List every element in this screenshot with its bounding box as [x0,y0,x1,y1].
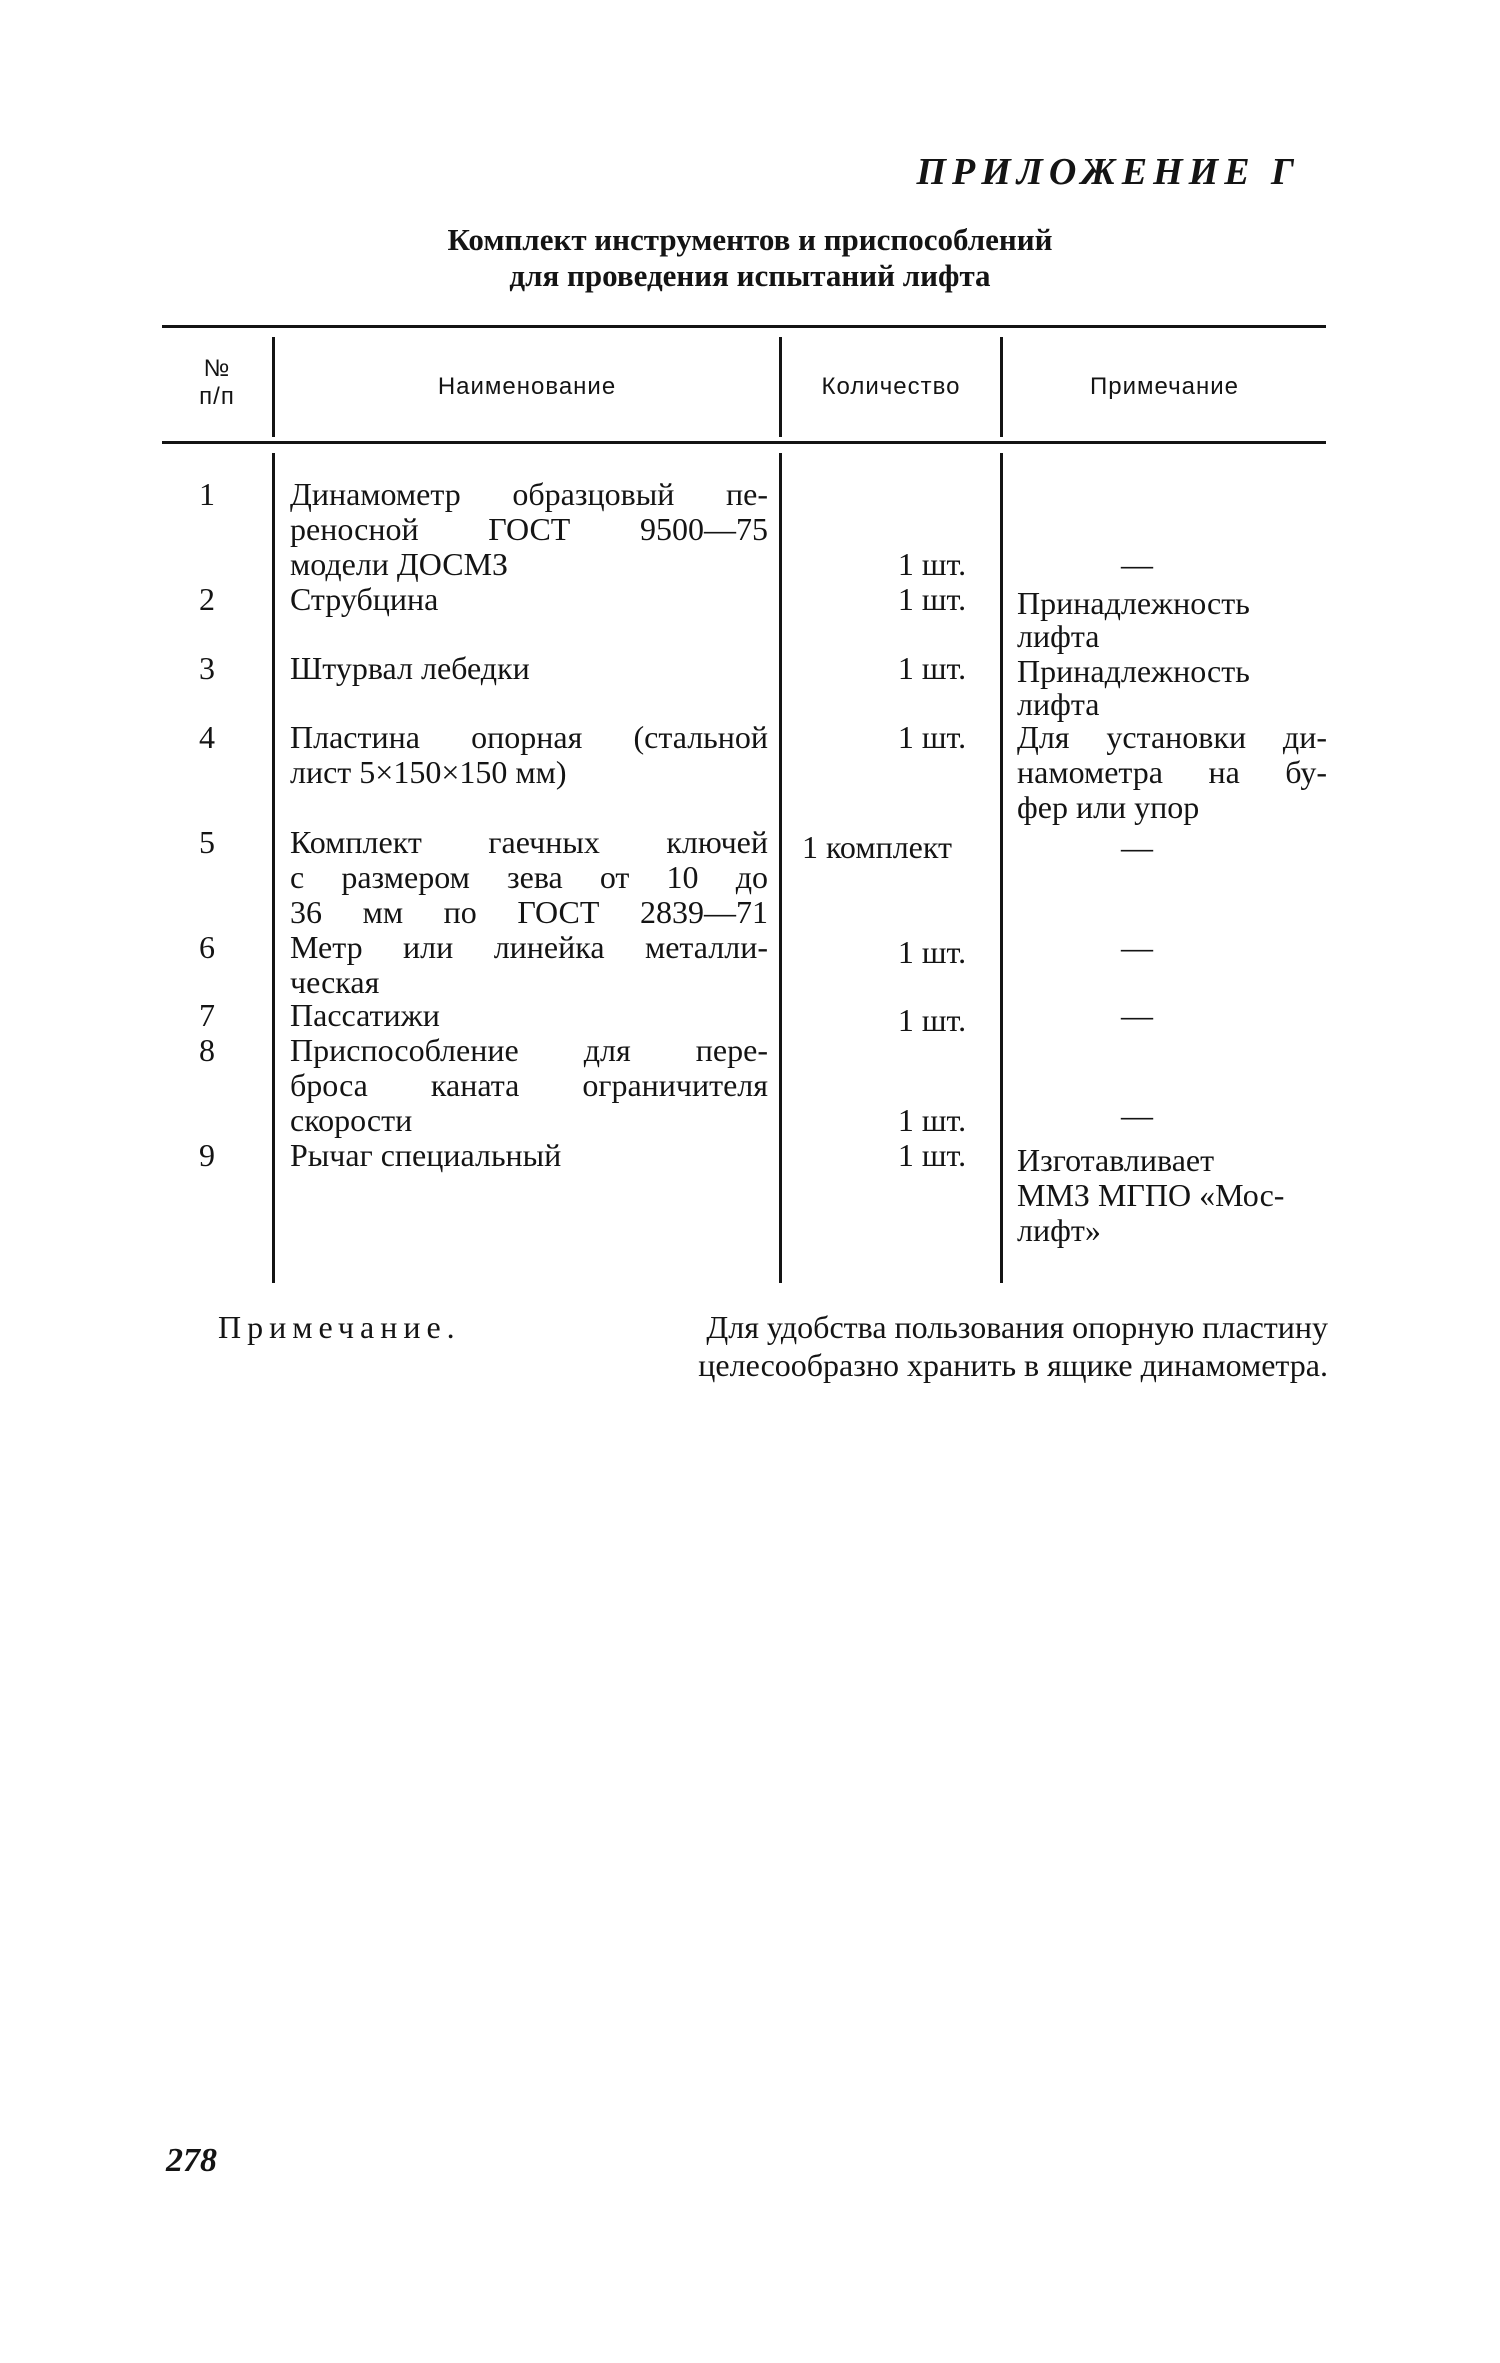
word: до [735,859,768,895]
table-title [0,222,1500,294]
row-note: — [1121,546,1153,582]
word: ГОСТ [488,511,571,547]
word: Приспособление [290,1032,519,1068]
header-num [162,355,272,411]
word: ограничителя [582,1067,768,1103]
row-number: 3 [199,650,215,686]
header-num-line2: п/п [199,383,235,410]
name-line [290,825,768,860]
row-number: 2 [199,581,215,617]
row-name: Штурвал лебедки [290,650,530,686]
footnote-line1: Для удобства пользования опорную пластину [706,1309,1328,1345]
row-note: — [1121,1097,1153,1133]
row-note [1017,655,1317,721]
word: гаечных [488,824,600,860]
word: образцовый [512,476,675,512]
word: пе- [726,476,768,512]
word: от [599,859,630,895]
name-line: модели ДОСМЗ [290,546,509,582]
row-number: 5 [199,824,215,860]
row-number: 9 [199,1137,215,1173]
row-qty: 1 шт. [897,581,967,617]
footnote-line2: целесообразно хранить в ящике динамометра. [698,1347,1328,1383]
row-number: 7 [199,997,215,1033]
name-line: скорости [290,1102,413,1138]
word: 10 [666,859,699,895]
note-line: лифт» [1017,1212,1101,1248]
word: 9500—75 [639,511,768,547]
table-title-line1: Комплект инструментов и приспособлений [447,222,1053,257]
row-qty: 1 шт. [897,719,967,755]
note-line: Изготавливает [1017,1142,1215,1178]
header-bottom-rule [162,441,1326,444]
appendix-label: ПРИЛОЖЕНИЕ Г [916,151,1300,193]
row-number: 1 [199,476,215,512]
word: пере- [695,1032,768,1068]
word: размером [341,859,470,895]
note-line: Принадлежность [1017,585,1250,621]
word: 2839—71 [639,894,768,930]
row-qty: 1 шт. [897,546,967,582]
row-name: Пассатижи [290,997,440,1033]
row-number: 6 [199,929,215,965]
word: ключей [666,824,768,860]
footnote-line1-wrap [218,1308,1328,1346]
header-qty: Количество [821,373,961,400]
name-line [290,720,768,755]
name-line [290,860,768,895]
row-name: Струбцина [290,581,439,617]
word: каната [430,1067,520,1103]
word: с [290,859,305,895]
name-line [290,1068,768,1103]
table-top-rule [162,325,1326,328]
name-line [290,477,768,512]
name-line: ческая [290,964,380,1000]
row-note [1017,1143,1317,1248]
word: 36 [290,894,322,930]
word: опорная [471,719,583,755]
table-title-line2: для проведения испытаний лифта [509,258,991,293]
word: по [443,894,477,930]
word: для [583,1032,631,1068]
name-line [290,930,768,965]
row-note [1017,587,1317,653]
row-qty: 1 шт. [897,934,967,970]
note-line: лифта [1017,618,1100,654]
word: линейка [493,929,605,965]
row-name [290,720,770,790]
name-line [290,1033,768,1068]
word: на [1208,754,1240,790]
note-line: Принадлежность [1017,653,1250,689]
row-name [290,477,770,582]
row-qty: 1 шт. [897,1002,967,1038]
word: ди- [1282,719,1327,755]
word: бу- [1285,754,1327,790]
row-qty: 1 шт. [897,1102,967,1138]
col-divider [272,453,275,1283]
row-number: 4 [199,719,215,755]
row-name [290,825,770,930]
word: (стальной [633,719,768,755]
word: броса [290,1067,368,1103]
word: зева [506,859,563,895]
note-line: ММЗ МГПО «Мос- [1017,1177,1285,1213]
header-num-line1: № [203,355,231,382]
row-note [1017,719,1327,825]
note-line: лифта [1017,686,1100,722]
row-name [290,1033,770,1138]
name-line [290,895,768,930]
col-divider [779,453,782,1283]
row-qty: 1 комплект [802,829,952,865]
word: намометра [1017,754,1163,790]
word: установки [1106,719,1247,755]
instruments-table [162,325,1326,1283]
word: металли- [644,929,768,965]
note-line [1017,755,1327,790]
name-line: лист 5×150×150 мм) [290,754,567,790]
row-note: — [1121,929,1153,965]
word: Динамометр [290,476,461,512]
page-number: 278 [166,2142,217,2179]
row-qty: 1 шт. [897,1137,967,1173]
footnote [218,1308,1328,1384]
header-note: Примечание [1090,373,1239,400]
name-line [290,512,768,547]
note-line [1017,720,1327,755]
row-number: 8 [199,1032,215,1068]
note-line: фер или упор [1017,789,1200,825]
word: мм [362,894,404,930]
word: Комплект [290,824,422,860]
row-name [290,930,770,1000]
row-note: — [1121,829,1153,865]
word: или [403,929,454,965]
row-qty: 1 шт. [897,650,967,686]
footnote-label: Примечание. [218,1309,461,1345]
row-name: Рычаг специальный [290,1137,562,1173]
row-note: — [1121,997,1153,1033]
word: реносной [290,511,419,547]
word: ГОСТ [517,894,600,930]
header-name: Наименование [437,373,617,400]
word: Для [1017,719,1070,755]
word: Пластина [290,719,420,755]
word: Метр [290,929,363,965]
